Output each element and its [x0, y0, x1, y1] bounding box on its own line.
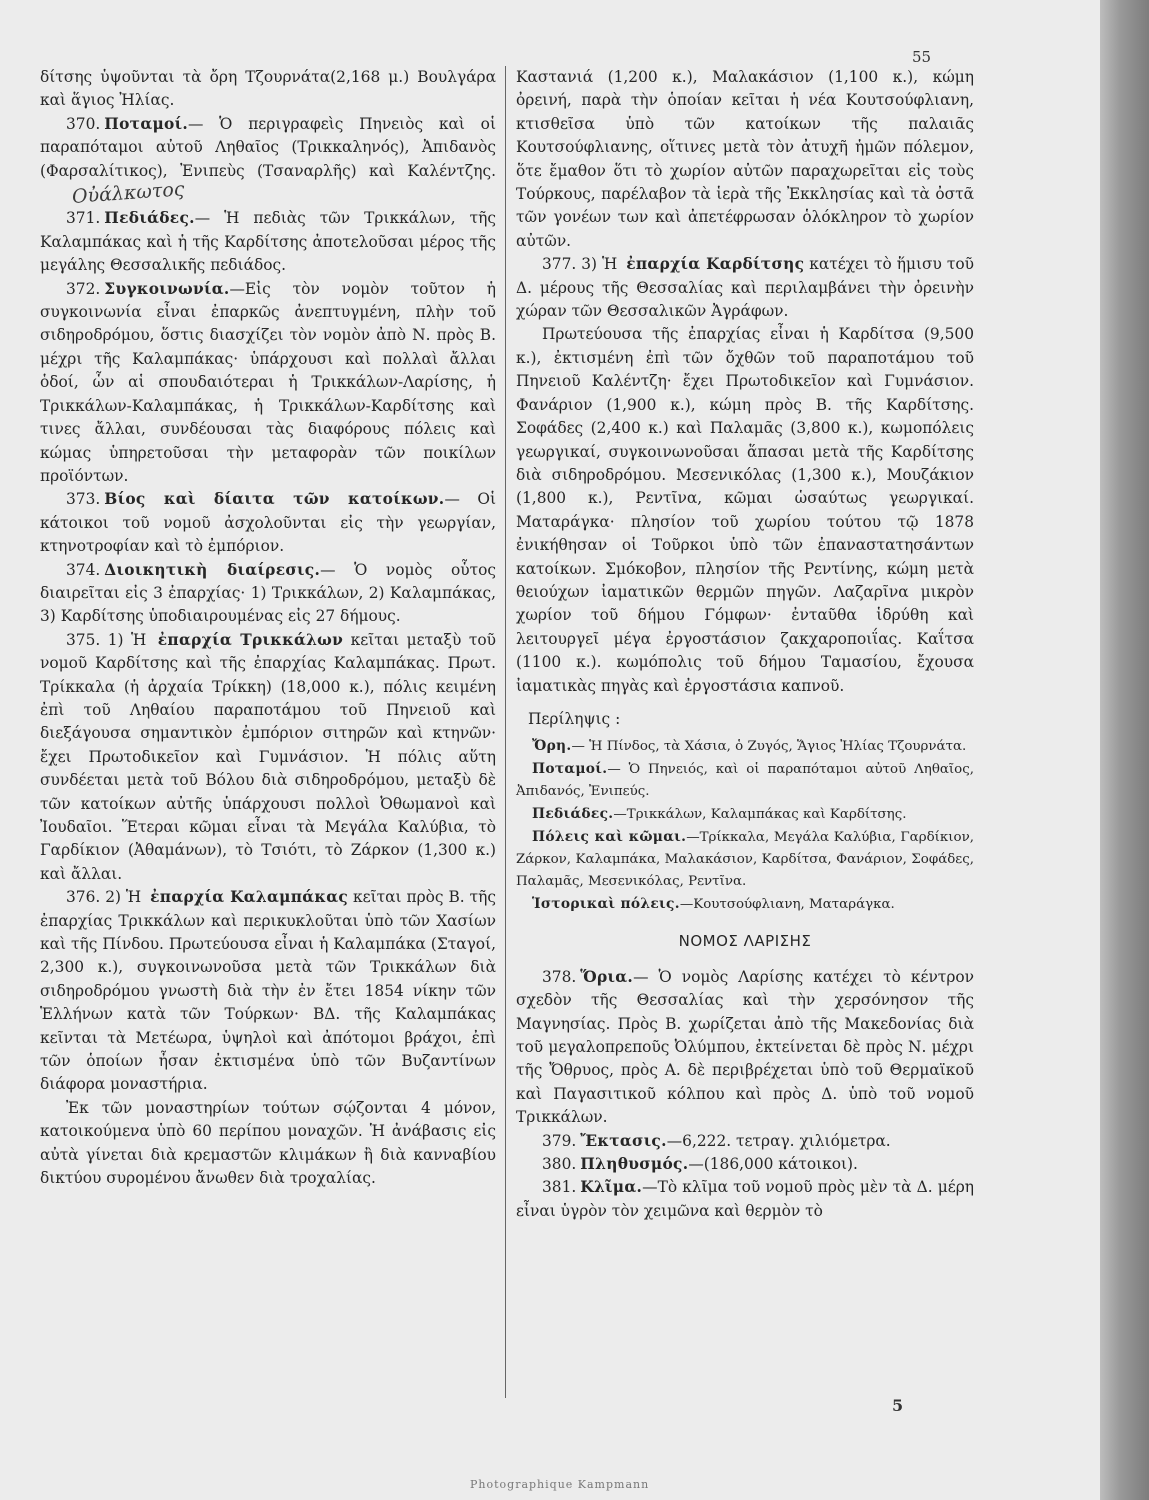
summary-towns: Πόλεις καὶ κῶμαι.—Τρίκκαλα, Μεγάλα Καλύβια, Γαρδίκιον, Ζάρκον, Καλαμπάκα, Μαλακάσιον, Καρδίτσα, Φανάριον, Σοφάδες, Παλαμᾶς, Μεσενικόλας, Ρεντῖνα. — [516, 829, 974, 890]
paragraph-371: 371. Πεδιάδες.— Ἡ πεδιὰς τῶν Τρικκάλων, τῆς Καλαμπάκας καὶ ἡ τῆς Καρδίτσης ἀποτελοῦσαι μέρος τῆς μεγάλης Θεσσαλικῆς πεδιάδος. — [40, 209, 496, 275]
heading-population: Πληθυσμός. — [580, 1155, 689, 1174]
summary-historic-towns: Ἱστορικαὶ πόλεις.—Κουτσούφλιανη, Ματαράγκα. — [532, 896, 895, 913]
right-column — [516, 66, 974, 1223]
left-column — [40, 66, 496, 1191]
paragraph-376: 376. 2) Ἡ ἐπαρχία Καλαμπάκας κεῖται πρὸς Β. τῆς ἐπαρχίας Τρικκάλων καὶ περικυκλοῦται ὑπὸ τῶν Χασίων καὶ τῆς Πίνδου. Πρωτεύουσα εἶναι ἡ Καλαμπάκα (Σταγοί, 2,300 κ.), συγκοινωνοῦσα μετὰ τῶν Τρικκάλων διὰ σιδηροδρόμου γνωστὴ διὰ τὴν ἐν ἔτει 1854 νίκην τῶν Ἑλλήνων κατὰ τῶν Τούρκων· ΒΔ. τῆς Καλαμπάκας κεῖνται τὰ Μετέωρα, ὑψηλοὶ καὶ ἀπότομοι βράχοι, ἐπὶ τῶν ὁποίων ἦσαν ἐκτισμένα ὑπὸ τῶν Βυζαντίνων διάφορα μοναστήρια. — [40, 888, 496, 1094]
paragraph-379: 379. Ἔκτασις.—6,222. τετραγ. χιλιόμετρα. — [542, 1131, 891, 1150]
paragraph-376-b: Ἐκ τῶν μοναστηρίων τούτων σῴζονται 4 μόνον, κατοικούμενα ὑπὸ 60 περίπου μοναχῶν. Ἡ ἀνάβασις εἰς αὐτὰ γίνεται διὰ κρεμαστῶν κλιμάκων ἢ διὰ κανναβίου δικτύου συρομένου ἄνωθεν διὰ τροχαλίας. — [40, 1098, 496, 1188]
paragraph-378: 378. Ὅρια.— Ὁ νομὸς Λαρίσης κατέχει τὸ κέντρον σχεδὸν τῆς Θεσσαλίας καὶ τὴν χερσόνησον τῆς Μαγνησίας. Πρὸς Β. χωρίζεται ἀπὸ τῆς Μακεδονίας διὰ τοῦ μεγαλοπρεποῦς Ὀλύμπου, ἐκτείνεται δὲ πρὸς Ν. μέχρι τῆς Ὄθρυος, πρὸς Α. δὲ περιβρέχεται ὑπὸ τοῦ Θερμαϊκοῦ καὶ Παγασιτικοῦ κόλπου καὶ πρὸς Δ. ὑπὸ τοῦ νομοῦ Τρικκάλων. — [516, 967, 974, 1127]
heading-province-karditsa: ἐπαρχία Καρδίτσης — [626, 255, 805, 274]
heading-borders: Ὅρια. — [580, 967, 634, 986]
paragraph-374: 374. Διοικητικὴ διαίρεσις.— Ὁ νομὸς οὗτος διαιρεῖται εἰς 3 ἐπαρχίας· 1) Τρικκάλων, 2) Καλαμπάκας, 3) Καρδίτσης ὑποδιαιρουμένας εἰς 27 δήμους. — [40, 560, 496, 626]
heading-province-kalambaka: ἐπαρχία Καλαμπάκας — [150, 888, 349, 907]
heading-plains: Πεδιάδες. — [104, 209, 195, 228]
heading-life: Βίος καὶ δίαιτα τῶν κατοίκων. — [104, 490, 445, 509]
heading-rivers: Ποταμοί. — [104, 114, 189, 133]
paragraph-380: 380. Πληθυσμός.—(186,000 κάτοικοι). — [542, 1155, 858, 1174]
summary-mountains: Ὄρη.— Ἡ Πίνδος, τὰ Χάσια, ὁ Ζυγός, Ἅγιος Ἠλίας Τζουρνάτα. — [532, 738, 967, 755]
column-divider — [505, 66, 506, 1398]
heading-climate: Κλῖμα. — [580, 1178, 643, 1197]
page-edge — [1100, 0, 1149, 1500]
summary-rivers: Ποταμοί.— Ὁ Πηνειός, καὶ οἱ παραπόταμοι αὐτοῦ Ληθαῖος, Ἀπιδανός, Ἐνιπεύς. — [516, 761, 974, 800]
paragraph-375: 375. 1) Ἡ ἐπαρχία Τρικκάλων κεῖται μεταξὺ τοῦ νομοῦ Καρδίτσης καὶ τῆς ἐπαρχίας Καλαμπάκας. Πρωτ. Τρίκκαλα (ἡ ἀρχαία Τρίκκη) (18,000 κ.), πόλις κειμένη ἐπὶ τοῦ Ληθαίου παραποτάμου τοῦ Πηνειοῦ καὶ διεξάγουσα σημαντικὸν ἐμπόριον σιτηρῶν καὶ κτηνῶν· ἔχει Πρωτοδικεῖον καὶ Γυμνάσιον. Ἡ πόλις αὕτη συνδέεται μετὰ τοῦ Βόλου διὰ σιδηροδρόμου, μεταξὺ δὲ τῶν κατοίκων αὐτῆς ὑπάρχουσι πολλοὶ Ὀθωμανοὶ καὶ Ἰουδαῖοι. Ἕτεραι κῶμαι εἶναι τὰ Μεγάλα Καλύβια, τὸ Γαρδίκιον (Ἀθαμάνων), τὸ Τσιότι, τὸ Ζάρκον (1,300 κ.) καὶ ἄλλαι. — [40, 630, 496, 883]
summary-title: Περίληψις : — [528, 709, 621, 728]
paragraph-377: 377. 3) Ἡ ἐπαρχία Καρδίτσης κατέχει τὸ ἥμισυ τοῦ Δ. μέρους τῆς Θεσσαλίας καὶ περιλαμβάνει τὴν ὀρεινὴν χώραν τῶν Θεσσαλικῶν Ἀγράφων. — [516, 255, 974, 321]
paragraph-377-b: Πρωτεύουσα τῆς ἐπαρχίας εἶναι ἡ Καρδίτσα (9,500 κ.), ἐκτισμένη ἐπὶ τῶν ὄχθῶν τοῦ παραποτάμου τοῦ Πηνειοῦ Καλέντζη· ἔχει Πρωτοδικεῖον καὶ Γυμνάσιον. Φανάριον (1,900 κ.), κώμη πρὸς Β. τῆς Καρδίτσης. Σοφάδες (2,400 κ.) καὶ Παλαμᾶς (3,800 κ.), κωμοπόλεις γεωργικαί, συγκοινωνοῦσαι ἅπασαι μετὰ τῆς Καρδίτσης διὰ σιδηροδρόμου. Μεσενικόλας (1,300 κ.), Μουζάκιον (1,800 κ.), Ρεντῖνα, κῶμαι ὡσαύτως γεωργικαί. Ματαράγκα· πλησίον τοῦ χωρίου τούτου τῷ 1878 ἐνικήθησαν οἱ Τοῦρκοι ὑπὸ τῶν ἐπαναστατησάντων κατοίκων. Σμόκοβον, πλησίον τῆς Ρεντίνης, κώμη μετὰ θειούχων ἰαματικῶν θερμῶν πηγῶν. Λαζαρῖνα μικρὸν χωρίον τοῦ δήμου Γόμφων· ἐνταῦθα ἱδρύθη καὶ λειτουργεῖ μέγα ἐργοστάσιον ζακχαροποιΐας. Καΐτσα (1100 κ.). κωμόπολις τοῦ δήμου Ταμασίου, ἔχουσα ἰαματικὰς πηγὰς καὶ ἐργοστάσια καπνοῦ. — [516, 325, 974, 695]
paragraph-373: 373. Βίος καὶ δίαιτα τῶν κατοίκων.— Οἱ κάτοικοι τοῦ νομοῦ ἀσχολοῦνται εἰς τὴν γεωργίαν, κτηνοτροφίαν καὶ τὸ ἐμπόριον. — [40, 490, 497, 556]
handwritten-annotation: Οὐάλκωτος — [71, 178, 186, 209]
paragraph-372: 372. Συγκοινωνία.—Εἰς τὸν νομὸν τοῦτον ἡ συγκοινωνία εἶναι ἐπαρκῶς ἀνεπτυγμένη, πλὴν τοῦ σιδηροδρόμου, ὅστις διασχίζει τὸν νομὸν ἀπὸ Ν. πρὸς Β. μέχρι τῆς Καλαμπάκας· ὑπάρχουσι καὶ πολλαὶ ἄλλαι ὁδοί, ὧν αἱ σπουδαιότεραι ἡ Τρικκάλων-Λαρίσης, ἡ Τρικκάλων-Καλαμπάκας, ἡ Τρικκάλων-Καρδίτσης καὶ τινες ἄλλαι, συνδέουσαι τὰς διαφόρους πόλεις καὶ κώμας ὑπηρετοῦσαι τὴν μεταφορὰν τῶν ποικίλων προϊόντων. — [40, 279, 496, 485]
heading-communication: Συγκοινωνία. — [104, 279, 230, 298]
heading-area: Ἔκτασις. — [580, 1131, 667, 1150]
summary-plains: Πεδιάδες.—Τρικκάλων, Καλαμπάκας καὶ Καρδίτσης. — [532, 806, 907, 823]
paragraph-370: 370. Ποταμοί.— Ὁ περιγραφεὶς Πηνειὸς καὶ οἱ παραπόταμοι αὐτοῦ Ληθαῖος (Τρικκαληνός), Ἀπιδανὸς (Φαρσαλίτικος), Ἐνιπεὺς (Τσαναρλῆς) καὶ Καλέντζης.Οὐάλκωτος — [40, 113, 496, 208]
heading-administration: Διοικητικὴ διαίρεσις. — [104, 560, 321, 579]
page-number: 55 — [912, 48, 932, 66]
paragraph-continuation: δίτσης ὑψοῦνται τὰ ὄρη Τζουρνάτα(2,168 μ.) Βουλγάρα καὶ ἅγιος Ἠλίας. — [40, 68, 496, 110]
footer-stamp: Photographique Kampmann — [470, 1478, 650, 1491]
paragraph-381: 381. Κλῖμα.—Τὸ κλῖμα τοῦ νομοῦ πρὸς μὲν τὰ Δ. μέρη εἶναι ὑγρὸν τὸν χειμῶνα καὶ θερμὸν τὸ — [516, 1178, 974, 1220]
paragraph-continuation-right: Καστανιά (1,200 κ.), Μαλακάσιον (1,100 κ.), κώμη ὀρεινή, παρὰ τὴν ὁποίαν κεῖται ἡ νέα Κουτσούφλιανη, κτισθεῖσα ὑπὸ τῶν κατοίκων τῆς παλαιᾶς Κουτσούφλιανης, οἵτινες μετὰ τὸν ἀτυχῆ ἡμῶν πόλεμον, ὅτε ἔμαθον ὅτι τὸ χωρίον αὐτῶν παραχωρεῖται εἰς τοὺς Τούρκους, παρέλαβον τὰ ἱερὰ τῆς Ἐκκλησίας καὶ τὰ ὀστᾶ τῶν γονέων των καὶ ἀπετέφρωσαν ὁλόκληρον τὸ χωρίον αὐτῶν. — [516, 68, 974, 250]
signature-mark: 5 — [892, 1396, 904, 1415]
section-title-larisa: ΝΟΜΟΣ ΛΑΡΙΣΗΣ — [678, 932, 812, 951]
heading-province-trikala: ἐπαρχία Τρικκάλων — [157, 630, 344, 649]
